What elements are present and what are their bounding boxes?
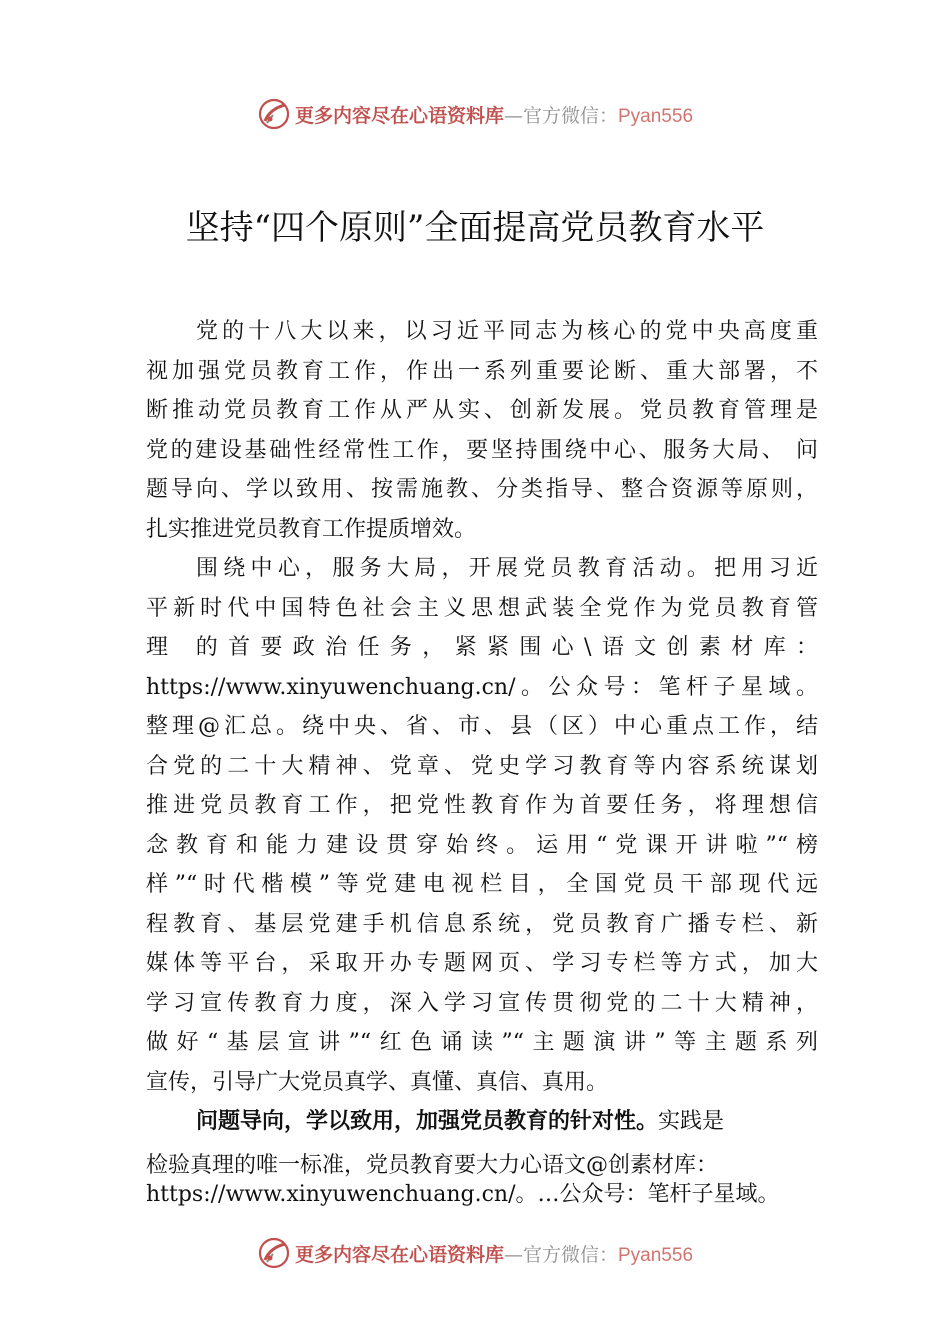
body-line: https://www.xinyuwenchuang.cn/。…公众号：笔杆子星域。 (146, 1182, 780, 1207)
banner-dash: — (503, 104, 523, 127)
body-line: 理 的首要政治任务，紧紧围心\语文创素材库： (146, 635, 818, 660)
body-line: 念教育和能力建设贯穿始终。运用“党课开讲啦”“榜 (146, 833, 818, 858)
body-line: 题导向、学以致用、按需施教、分类指导、整合资源等原则， (146, 477, 818, 502)
body-line: 围绕中心，服务大局，开展党员教育活动。把用习近 (196, 556, 818, 581)
body-line: 检验真理的唯一标准，党员教育要大力心语文@创素材库： (146, 1153, 719, 1178)
banner-brand: 更多内容尽在心语资料库 (294, 104, 504, 127)
brush-logo-icon (257, 1236, 291, 1270)
body-line: 做好“基层宣讲”“红色诵读”“主题演讲”等主题系列 (146, 1030, 818, 1055)
footer-banner (0, 1233, 950, 1273)
body-line: 程教育、基层党建手机信息系统，党员教育广播专栏、新 (146, 912, 818, 937)
banner-brand: 更多内容尽在心语资料库 (294, 1243, 504, 1266)
body-line: https://www.xinyuwenchuang.cn/。公众号：笔杆子星域。 (146, 675, 818, 700)
brush-logo-icon (257, 97, 291, 131)
body-line: 平新时代中国特色社会主义思想武装全党作为党员教育管 (146, 596, 818, 621)
paragraph-heading: 问题导向，学以致用，加强党员教育的针对性。 (196, 1109, 659, 1134)
banner-label: 官方微信： (522, 104, 618, 127)
body-line: 合党的二十大精神、党章、党史学习教育等内容系统谋划 (146, 754, 818, 779)
banner-label: 官方微信： (522, 1243, 618, 1266)
body-line: 样”“时代楷模”等党建电视栏目，全国党员干部现代远 (146, 872, 818, 897)
body-line: 媒体等平台，采取开办专题网页、学习专栏等方式，加大 (146, 951, 818, 976)
body-line: 整理@汇总。绕中央、省、市、县（区）中心重点工作，结 (146, 714, 818, 739)
body-line: 党的建设基础性经常性工作，要坚持围绕中心、服务大局、 问 (146, 438, 818, 463)
body-line: 推进党员教育工作，把党性教育作为首要任务，将理想信 (146, 793, 818, 818)
banner-wechat-id: Pyan556 (618, 105, 694, 127)
body-line: 宣传，引导广大党员真学、真懂、真信、真用。 (146, 1070, 609, 1095)
document-title: 坚持“四个原则”全面提高党员教育水平 (185, 208, 765, 248)
paragraph-text: 实践是 (658, 1109, 725, 1134)
body-line-heading (196, 1108, 818, 1136)
header-banner (0, 94, 950, 134)
banner-dash: — (503, 1243, 523, 1266)
banner-wechat-id: Pyan556 (618, 1244, 694, 1266)
body-line: 断推动党员教育工作从严从实、创新发展。党员教育管理是 (146, 398, 818, 423)
body-line: 党的十八大以来，以习近平同志为核心的党中央高度重 (196, 319, 818, 344)
body-line: 扎实推进党员教育工作提质增效。 (146, 517, 477, 542)
body-line: 视加强党员教育工作，作出一系列重要论断、重大部署，不 (146, 359, 818, 384)
body-line: 学习宣传教育力度，深入学习宣传贯彻党的二十大精神， (146, 991, 818, 1016)
